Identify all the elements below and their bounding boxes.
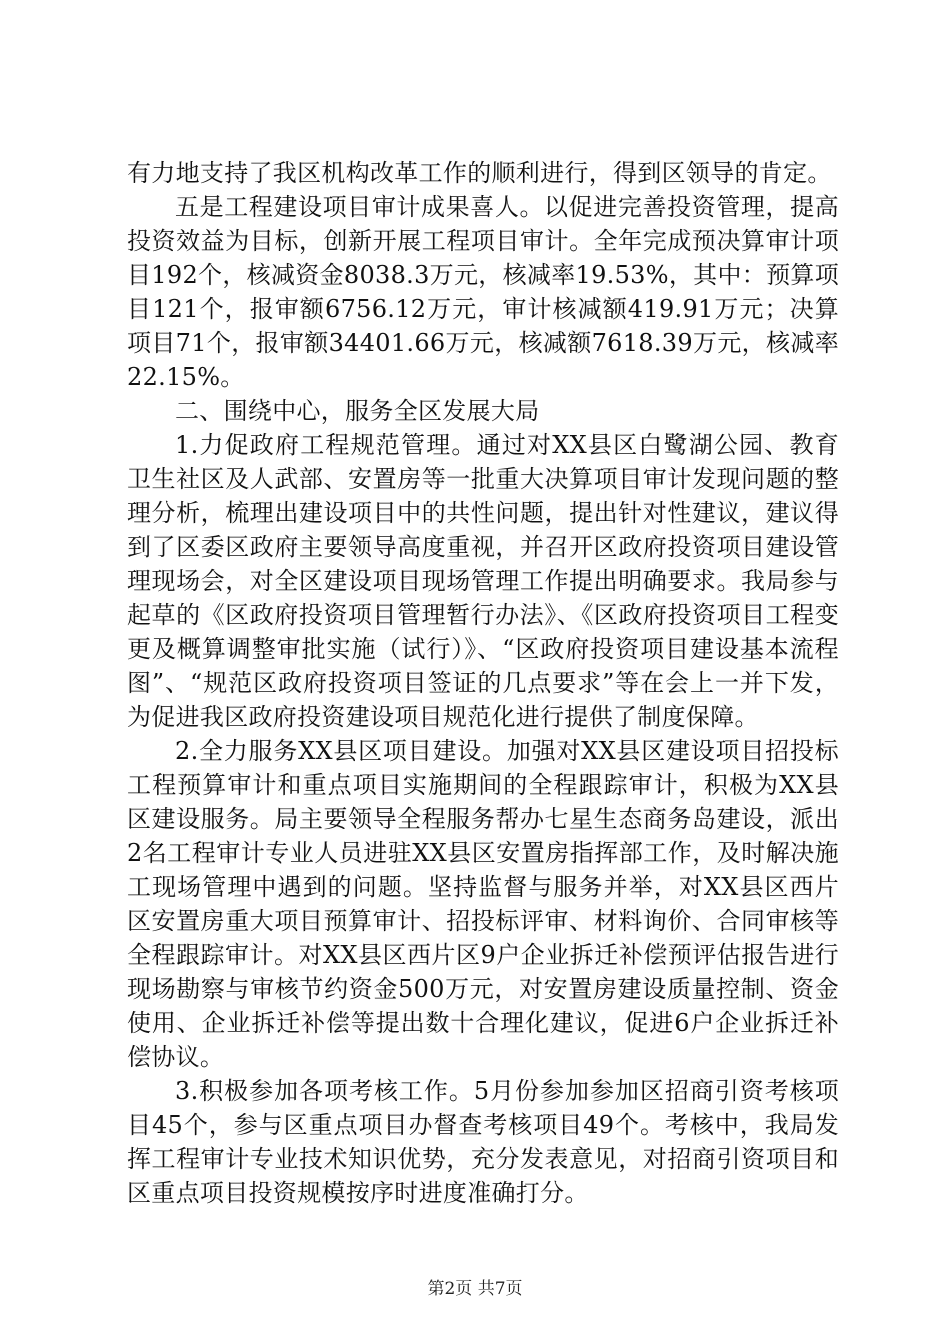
paragraph-item-1: 1.力促政府工程规范管理。通过对XX县区白鹭湖公园、教育卫生社区及人武部、安置房等一批重大决算项目审计发现问题的整理分析，梳理出建设项目中的共性问题，提出针对性建议，建议得到了区委区政府主要领导高度重视，并召开区政府投资项目建设管理现场会，对全区建设项目现场管理工作提出明确要求。我局参与起草的《区政府投资项目管理暂行办法》、《区政府投资项目工程变更及概算调整审批实施（试行）》、“区政府投资项目建设基本流程图”、“规范区政府投资项目签证的几点要求”等在会上一并下发，为促进我区政府投资建设项目规范化进行提供了制度保障。	[127, 431, 839, 731]
paragraph-item-2: 2.全力服务XX县区项目建设。加强对XX县区建设项目招投标工程预算审计和重点项目实施期间的全程跟踪审计，积极为XX县区建设服务。局主要领导全程服务帮办七星生态商务岛建设，派出2名工程审计专业人员进驻XX县区安置房指挥部工作，及时解决施工现场管理中遇到的问题。坚持监督与服务并举，对XX县区西片区安置房重大项目预算审计、招投标评审、材料询价、合同审核等全程跟踪审计。对XX县区西片区9户企业拆迁补偿预评估报告进行现场勘察与审核节约资金500万元，对安置房建设质量控制、资金使用、企业拆迁补偿等提出数十合理化建议，促进6户企业拆迁补偿协议。	[127, 737, 839, 1071]
paragraph-engineering-audit: 五是工程建设项目审计成果喜人。以促进完善投资管理，提高投资效益为目标，创新开展工程项目审计。全年完成预决算审计项目192个，核减资金8038.3万元，核减率19.53%，其中：预算项目121个，报审额6756.12万元，审计核减额419.91万元；决算项目71个，报审额34401.66万元，核减额7618.39万元，核减率22.15%。	[127, 193, 839, 391]
paragraph-item-3: 3.积极参加各项考核工作。5月份参加参加区招商引资考核项目45个，参与区重点项目办督查考核项目49个。考核中，我局发挥工程审计专业技术知识优势，充分发表意见，对招商引资项目和区重点项目投资规模按序时进度准确打分。	[127, 1077, 839, 1207]
section-heading: 二、围绕中心，服务全区发展大局	[175, 397, 540, 425]
document-body	[127, 156, 839, 1210]
paragraph-continuation: 有力地支持了我区机构改革工作的顺利进行，得到区领导的肯定。	[127, 159, 832, 187]
page-footer: 第2页 共7页	[427, 1279, 523, 1299]
